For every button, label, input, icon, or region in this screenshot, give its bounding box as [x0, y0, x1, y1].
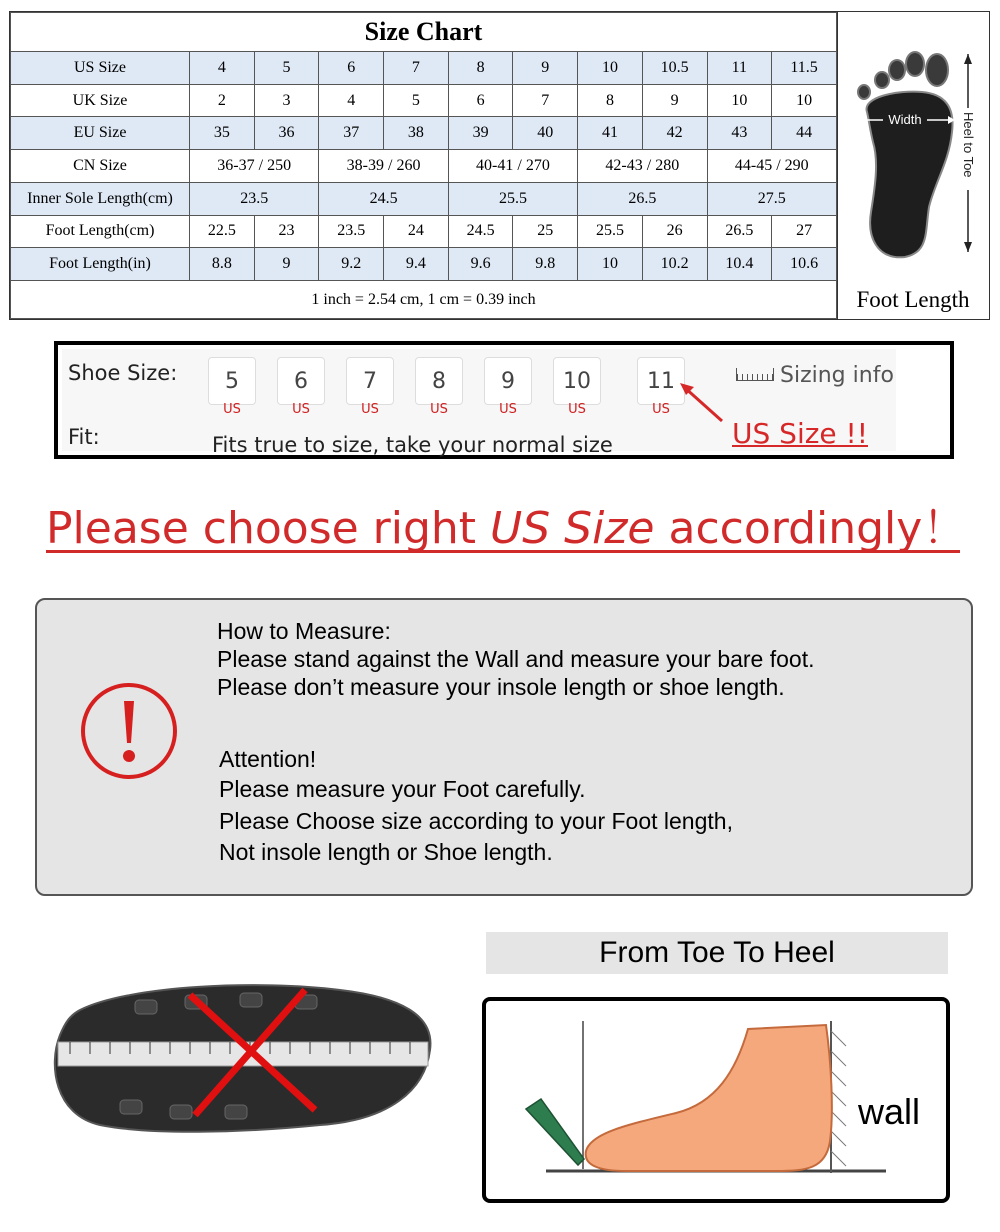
- chart-cell: 25.5: [578, 215, 643, 248]
- conversion-note: 1 inch = 2.54 cm, 1 cm = 0.39 inch: [11, 281, 837, 319]
- row-header: UK Size: [11, 84, 190, 117]
- size-unit-label: US: [292, 402, 310, 417]
- chart-cell: 26.5: [578, 182, 707, 215]
- chart-cell: 25: [513, 215, 578, 248]
- ruler-icon: [736, 368, 774, 381]
- chart-cell: 4: [190, 52, 255, 85]
- chart-cell: 44: [772, 117, 837, 150]
- row-header: Foot Length(cm): [11, 215, 190, 248]
- headline-part3: accordingly: [654, 503, 923, 554]
- chart-cell: 3: [254, 84, 319, 117]
- chart-cell: 24.5: [448, 215, 513, 248]
- chart-cell: 10.4: [707, 248, 772, 281]
- chart-cell: 23: [254, 215, 319, 248]
- headline-part1: Please choose right: [46, 503, 491, 554]
- chart-row: [11, 150, 837, 183]
- chart-cell: 11: [707, 52, 772, 85]
- row-header: Foot Length(in): [11, 248, 190, 281]
- chart-cell: 9: [642, 84, 707, 117]
- row-header: EU Size: [11, 117, 190, 150]
- sizing-info-link[interactable]: [736, 363, 894, 388]
- size-chart: [9, 11, 838, 320]
- chart-row: [11, 182, 837, 215]
- row-header: Inner Sole Length(cm): [11, 182, 190, 215]
- row-header: CN Size: [11, 150, 190, 183]
- chart-cell: 9: [254, 248, 319, 281]
- chart-cell: 2: [190, 84, 255, 117]
- chart-row: [11, 215, 837, 248]
- size-option-11[interactable]: 11: [637, 357, 685, 405]
- chart-cell: 42: [642, 117, 707, 150]
- size-unit-label: US: [430, 402, 448, 417]
- size-option-7[interactable]: 7: [346, 357, 394, 405]
- measure-instructions: [35, 598, 973, 896]
- size-unit-label: US: [652, 402, 670, 417]
- chart-cell: 8: [578, 84, 643, 117]
- chart-cell: 10.2: [642, 248, 707, 281]
- chart-cell: 36: [254, 117, 319, 150]
- chart-cell: 27: [772, 215, 837, 248]
- chart-cell: 10: [578, 52, 643, 85]
- attention-line: Not insole length or Shoe length.: [219, 839, 553, 865]
- chart-note-row: [11, 281, 837, 319]
- chart-cell: 4: [319, 84, 384, 117]
- chart-cell: 27.5: [707, 182, 837, 215]
- chart-cell: 38-39 / 260: [319, 150, 448, 183]
- chart-cell: 9.8: [513, 248, 578, 281]
- chart-cell: 10.6: [772, 248, 837, 281]
- attention-line: Please measure your Foot carefully.: [219, 776, 586, 802]
- arrow-icon: [676, 377, 726, 427]
- size-unit-label: US: [568, 402, 586, 417]
- chart-cell: 39: [448, 117, 513, 150]
- headline: [46, 492, 967, 554]
- chart-cell: 24.5: [319, 182, 448, 215]
- size-option-6[interactable]: 6: [277, 357, 325, 405]
- chart-cell: 9.6: [448, 248, 513, 281]
- chart-row: [11, 117, 837, 150]
- foot-sole-illustration: [837, 12, 990, 282]
- sizing-info-label: Sizing info: [780, 363, 894, 388]
- chart-cell: 44-45 / 290: [707, 150, 837, 183]
- chart-row: [11, 248, 837, 281]
- toe-to-heel-title: From Toe To Heel: [486, 932, 948, 974]
- chart-cell: 10: [578, 248, 643, 281]
- attention-line: Please Choose size according to your Foot length,: [219, 808, 733, 834]
- shoe-size-selector: [54, 341, 954, 459]
- attention-heading: Attention!: [219, 746, 317, 772]
- chart-cell: 9: [513, 52, 578, 85]
- wall-label: wall: [858, 1091, 921, 1132]
- wall-measure-diagram: [482, 997, 950, 1203]
- chart-cell: 11.5: [772, 52, 837, 85]
- chart-cell: 22.5: [190, 215, 255, 248]
- size-option-10[interactable]: 10: [553, 357, 601, 405]
- measure-heading: How to Measure:: [217, 618, 391, 644]
- chart-cell: 36-37 / 250: [190, 150, 319, 183]
- measure-line: Please stand against the Wall and measure your bare foot.: [217, 646, 815, 672]
- chart-cell: 25.5: [448, 182, 577, 215]
- chart-cell: 8.8: [190, 248, 255, 281]
- warning-icon: [79, 681, 179, 781]
- chart-cell: 6: [448, 84, 513, 117]
- chart-cell: 37: [319, 117, 384, 150]
- chart-cell: 35: [190, 117, 255, 150]
- row-header: US Size: [11, 52, 190, 85]
- chart-cell: 24: [384, 215, 449, 248]
- chart-cell: 42-43 / 280: [578, 150, 707, 183]
- chart-cell: 10.5: [642, 52, 707, 85]
- selector-panel: [62, 349, 896, 457]
- chart-cell: 26.5: [707, 215, 772, 248]
- chart-cell: 43: [707, 117, 772, 150]
- chart-cell: 41: [578, 117, 643, 150]
- size-chart-table: [10, 12, 837, 319]
- us-size-note: US Size !!: [732, 417, 868, 450]
- size-unit-label: US: [223, 402, 241, 417]
- chart-cell: 10: [772, 84, 837, 117]
- size-option-5[interactable]: 5: [208, 357, 256, 405]
- chart-cell: 40-41 / 270: [448, 150, 577, 183]
- fit-text: Fits true to size, take your normal size: [212, 433, 613, 457]
- chart-cell: 8: [448, 52, 513, 85]
- chart-cell: 26: [642, 215, 707, 248]
- chart-row: [11, 84, 837, 117]
- heel-to-toe-label: Heel to Toe: [961, 112, 976, 178]
- chart-cell: 7: [384, 52, 449, 85]
- chart-cell: 9.2: [319, 248, 384, 281]
- chart-cell: 23.5: [319, 215, 384, 248]
- foot-diagram: [837, 11, 990, 320]
- chart-cell: 38: [384, 117, 449, 150]
- size-option-8[interactable]: 8: [415, 357, 463, 405]
- size-unit-label: US: [361, 402, 379, 417]
- fit-label: Fit:: [68, 425, 100, 449]
- chart-cell: 5: [384, 84, 449, 117]
- chart-cell: 9.4: [384, 248, 449, 281]
- size-unit-label: US: [499, 402, 517, 417]
- chart-cell: 40: [513, 117, 578, 150]
- slipper-sole-crossed-image: [40, 975, 440, 1165]
- shoe-size-label: Shoe Size:: [68, 361, 178, 385]
- foot-width-label: Width: [888, 112, 922, 127]
- headline-us-size: US Size: [490, 503, 655, 554]
- size-option-9[interactable]: 9: [484, 357, 532, 405]
- chart-cell: 7: [513, 84, 578, 117]
- foot-length-caption: Foot Length: [856, 287, 970, 312]
- chart-cell: 5: [254, 52, 319, 85]
- measure-line: Please don’t measure your insole length or shoe length.: [217, 674, 785, 700]
- chart-cell: 6: [319, 52, 384, 85]
- chart-title: Size Chart: [11, 13, 837, 52]
- chart-row: [11, 52, 837, 85]
- headline-exclamation: ！: [922, 503, 967, 554]
- chart-cell: 10: [707, 84, 772, 117]
- chart-cell: 23.5: [190, 182, 319, 215]
